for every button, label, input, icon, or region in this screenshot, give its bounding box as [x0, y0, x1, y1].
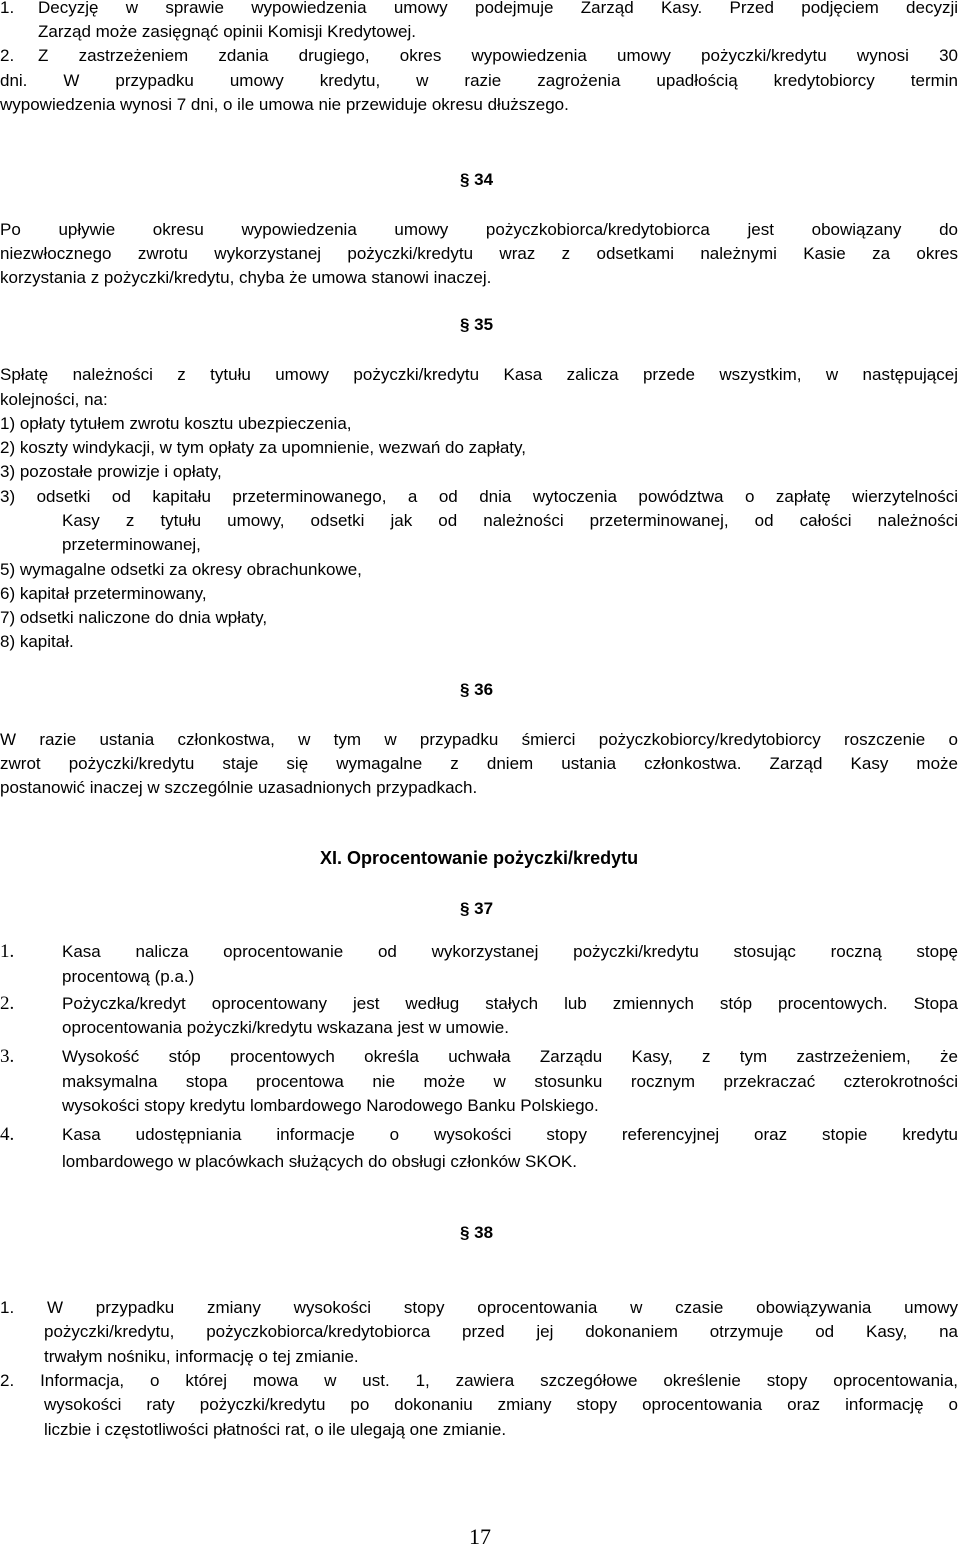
item-number: 2. — [0, 993, 15, 1014]
list-item: Kasy z tytułu umowy, odsetki jak od należności przeterminowanej, od całości należności — [62, 511, 958, 530]
list-item: 6) kapitał przeterminowany, — [0, 584, 207, 603]
list-item: lombardowego w placówkach służących do obsługi członków SKOK. — [62, 1152, 577, 1171]
item-number: 1. — [0, 941, 15, 962]
list-item: 5) wymagalne odsetki za okresy obrachunkowe, — [0, 560, 362, 579]
list-item: procentową (p.a.) — [62, 967, 195, 986]
list-item: wysokości stopy kredytu lombardowego Narodowego Banku Polskiego. — [62, 1096, 599, 1115]
list-item: 7) odsetki naliczone do dnia wpłaty, — [0, 608, 268, 627]
list-item: 2. Informacja, o której mowa w ust. 1, zawiera szczegółowe określenie stopy oprocentowania, — [0, 1371, 958, 1390]
paragraph-line: zwrot pożyczki/kredytu staje się wymagalne z dniem ustania członkostwa. Zarząd Kasy może — [0, 754, 958, 773]
paragraph-line: Z zastrzeżeniem zdania drugiego, okres wypowiedzenia umowy pożyczki/kredytu wynosi 30 — [38, 46, 958, 65]
list-item: 1) opłaty tytułem zwrotu kosztu ubezpieczenia, — [0, 414, 352, 433]
list-item: 2) koszty windykacji, w tym opłaty za upomnienie, wezwań do zapłaty, — [0, 438, 526, 457]
page-number: 17 — [469, 1524, 491, 1549]
paragraph-line: korzystania z pożyczki/kredytu, chyba że umowa stanowi inaczej. — [0, 268, 492, 287]
list-item: 3) pozostałe prowizje i opłaty, — [0, 462, 222, 481]
list-item: liczbie i częstotliwości płatności rat, o ile ulegają one zmianie. — [44, 1420, 507, 1439]
item-number: 3. — [0, 1046, 15, 1067]
list-item: wysokości raty pożyczki/kredytu po dokonaniu zmiany stopy oprocentowania oraz informację o — [44, 1395, 958, 1414]
item-number: 4. — [0, 1124, 15, 1145]
list-item: 1. W przypadku zmiany wysokości stopy oprocentowania w czasie obowiązywania umowy — [0, 1298, 958, 1317]
paragraph-line: W razie ustania członkostwa, w tym w przypadku śmierci pożyczkobiorcy/kredytobiorcy roszczenie o — [0, 730, 958, 749]
section-heading: § 38 — [460, 1223, 494, 1242]
list-item: przeterminowanej, — [62, 535, 201, 554]
list-item: maksymalna stopa procentowa nie może w stosunku rocznym przekraczać czterokrotności — [62, 1072, 958, 1091]
paragraph-line: niezwłocznego zwrotu wykorzystanej pożyczki/kredytu wraz z odsetkami należnymi Kasie za okres — [0, 244, 958, 263]
list-item: Wysokość stóp procentowych określa uchwała Zarządu Kasy, z tym zastrzeżeniem, że — [62, 1047, 958, 1066]
item-number: 1. — [0, 0, 15, 17]
list-item: pożyczki/kredytu, pożyczkobiorca/kredytobiorca przed jej dokonaniem otrzymuje od Kasy, na — [44, 1322, 958, 1341]
paragraph-line: Decyzję w sprawie wypowiedzenia umowy podejmuje Zarząd Kasy. Przed podjęciem decyzji — [38, 0, 958, 17]
paragraph-line: dni. W przypadku umowy kredytu, w razie zagrożenia upadłością kredytobiorcy termin — [0, 71, 958, 90]
paragraph-line: wypowiedzenia wynosi 7 dni, o ile umowa nie przewiduje okresu dłuższego. — [0, 95, 569, 114]
list-item: Kasa nalicza oprocentowanie od wykorzystanej pożyczki/kredytu stosując roczną stopę — [62, 942, 958, 961]
section-heading: § 34 — [460, 170, 494, 189]
list-item: trwałym nośniku, informację o tej zmianie. — [44, 1347, 359, 1366]
paragraph-line: Po upływie okresu wypowiedzenia umowy pożyczkobiorca/kredytobiorca jest obowiązany do — [0, 220, 958, 239]
list-item: Pożyczka/kredyt oprocentowany jest według stałych lub zmiennych stóp procentowych. Stopa — [62, 994, 958, 1013]
section-heading: § 37 — [460, 899, 494, 918]
list-item: 8) kapitał. — [0, 632, 74, 651]
item-number: 2. — [0, 46, 15, 65]
section-heading: § 35 — [460, 315, 494, 334]
paragraph-line: kolejności, na: — [0, 390, 108, 409]
section-heading: § 36 — [460, 680, 494, 699]
paragraph-line: Zarząd może zasięgnąć opinii Komisji Kredytowej. — [38, 22, 416, 41]
list-item: 3) odsetki od kapitału przeterminowanego, a od dnia wytoczenia powództwa o zapłatę wierzytelności — [0, 487, 958, 506]
paragraph-line: postanowić inaczej w szczególnie uzasadnionych przypadkach. — [0, 778, 478, 797]
chapter-title: XI. Oprocentowanie pożyczki/kredytu — [320, 848, 639, 868]
list-item: oprocentowania pożyczki/kredytu wskazana jest w umowie. — [62, 1018, 509, 1037]
paragraph-line: Spłatę należności z tytułu umowy pożyczki/kredytu Kasa zalicza przede wszystkim, w następującej — [0, 365, 958, 384]
list-item: Kasa udostępniania informacje o wysokości stopy referencyjnej oraz stopie kredytu — [62, 1125, 958, 1144]
